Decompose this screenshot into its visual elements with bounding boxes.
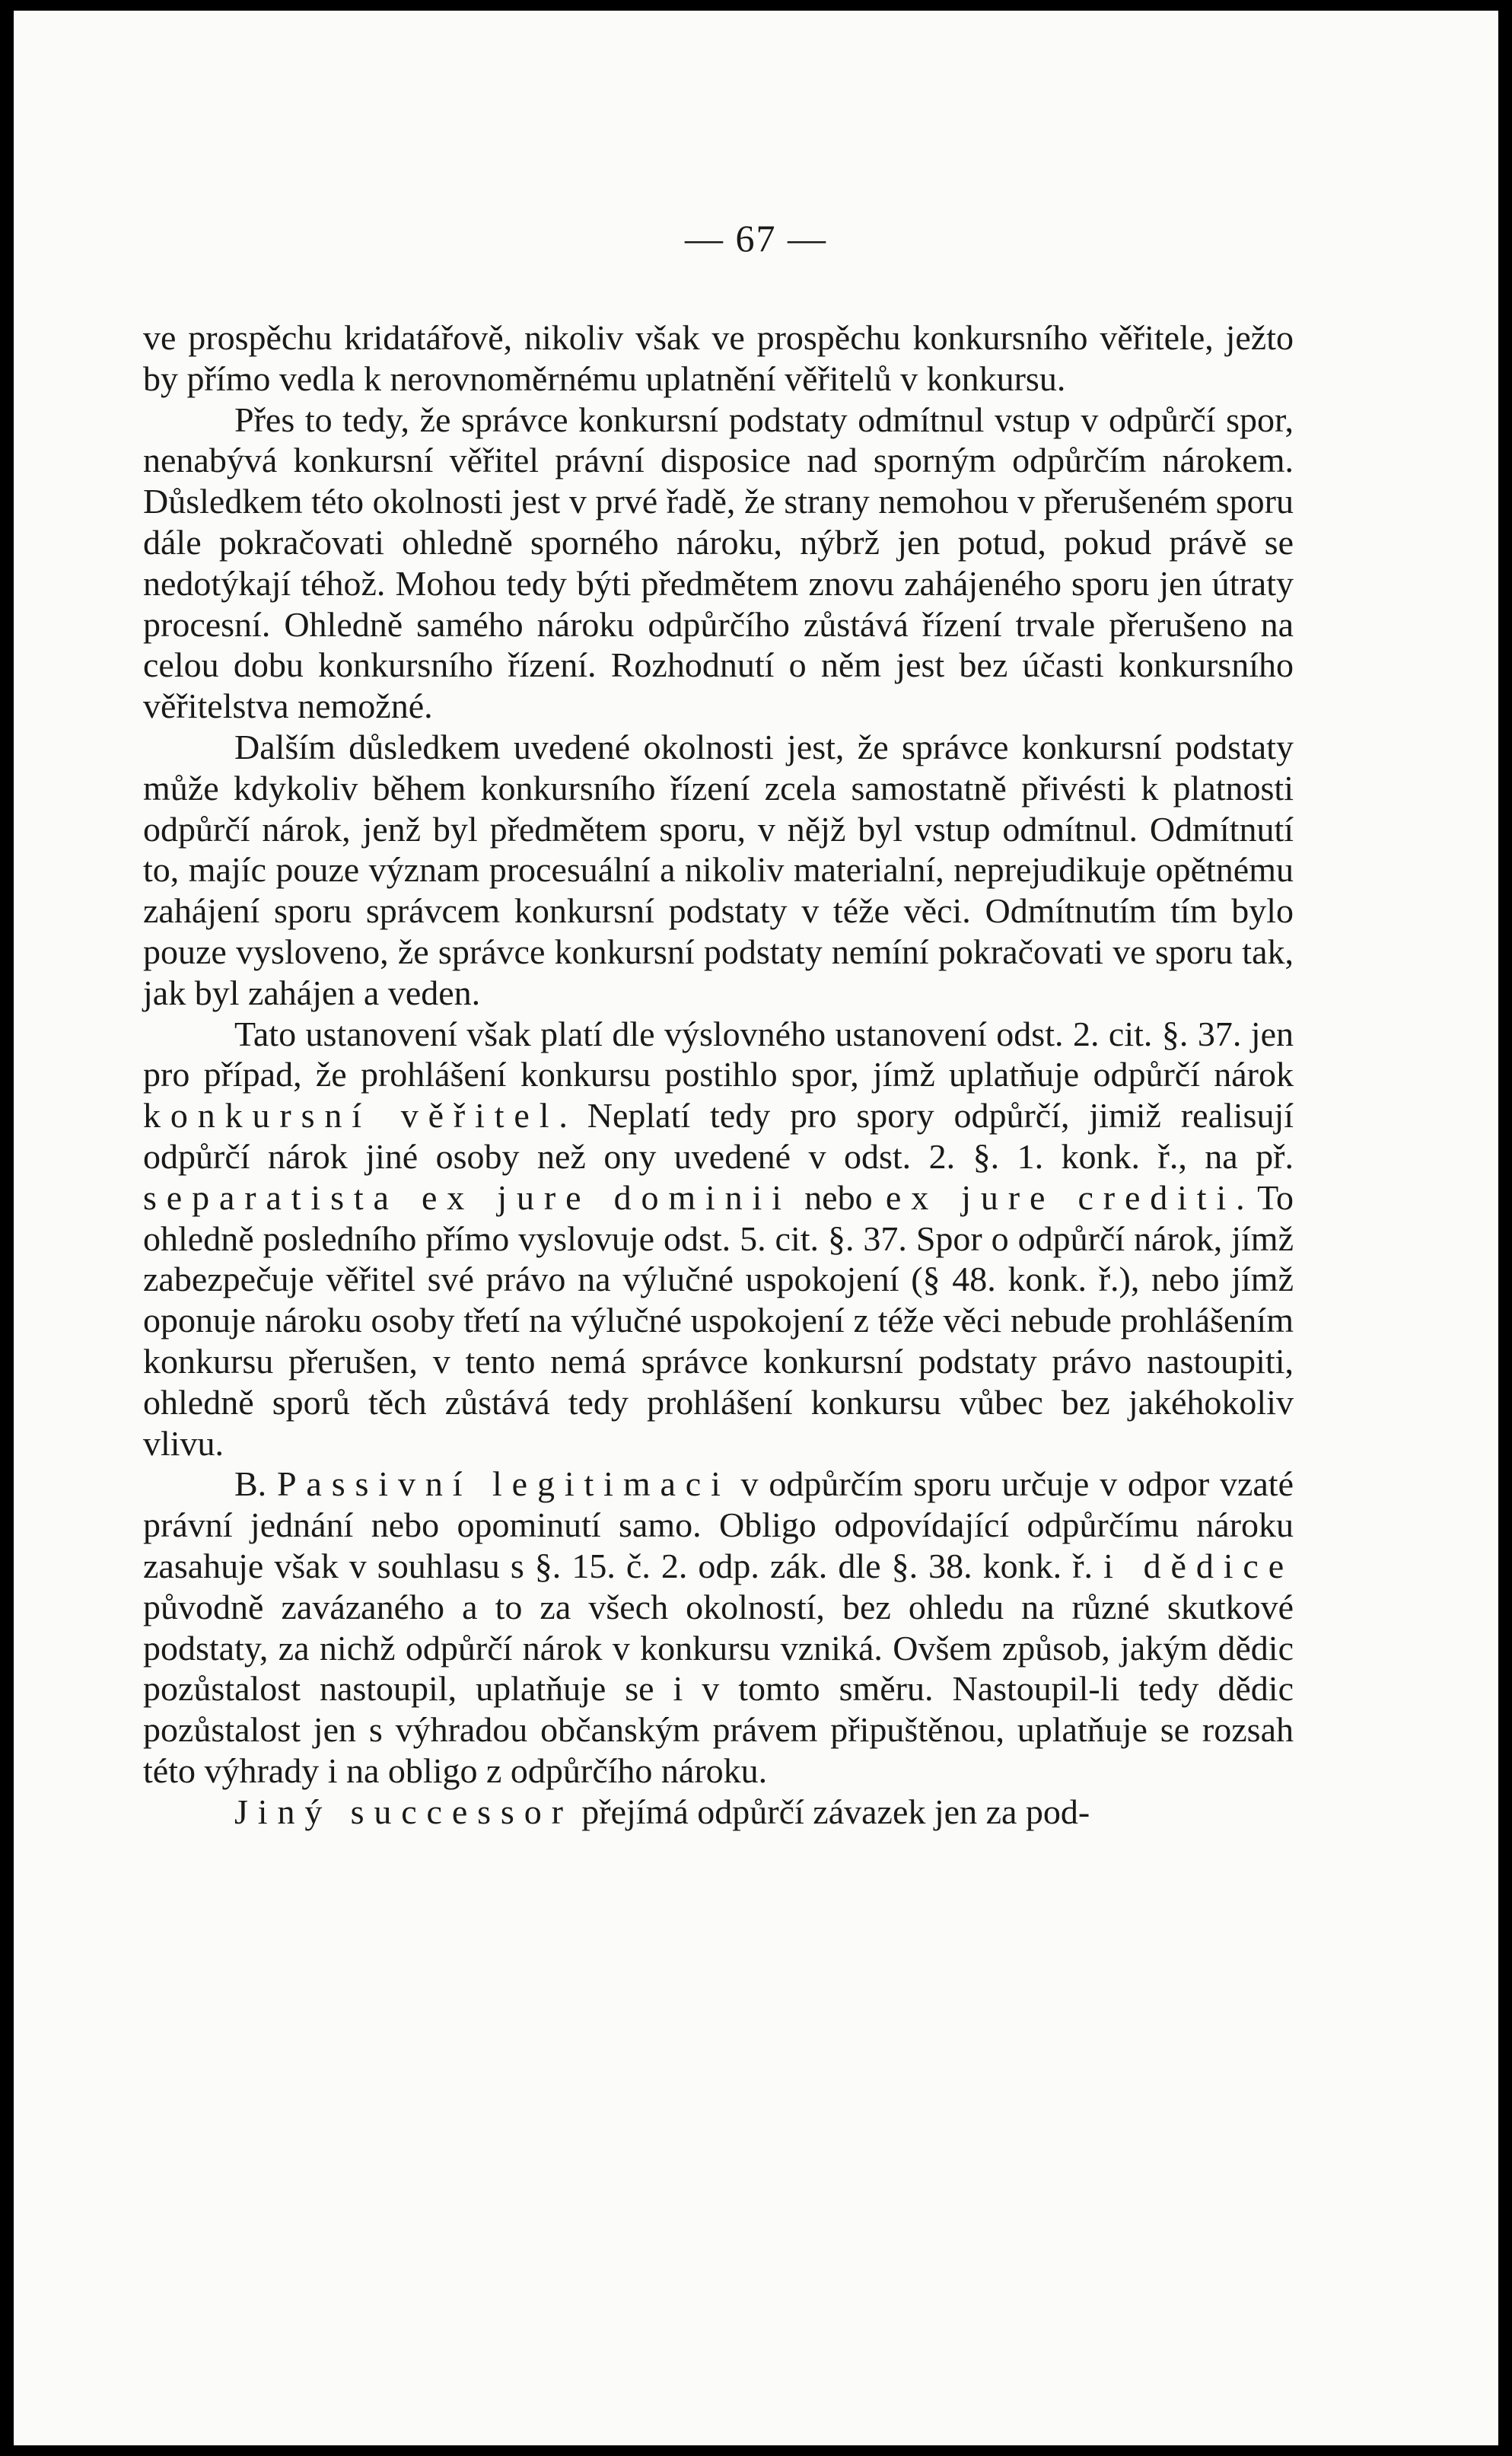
paragraph-4-segment: . Neplatí tedy pro spory odpůrčí, jimiž realisují odpůrčí nárok jiné osoby než ony uvedené v odst. 2. §. 1. konk. ř., na př. (143, 1096, 1294, 1176)
paragraph-5-segment: v odpůrčím sporu určuje v odpor vzaté právní jednání nebo opominutí samo. Obligo odpovídající odpůrčímu nároku zasahuje však v souhlasu s §. 15. č. 2. odp. zák. dle §. 38. konk. ř. (143, 1464, 1294, 1585)
paragraph-5-segment: původně zavázaného a to za všech okolností, bez ohledu na různé skutkové podstaty, za nichž odpůrčí nárok v konkursu vzniká. Ovšem způsob, jakým dědic pozůstalost nastoupil, uplatňuje se i v tomto směru. Nastoupil-li tedy dědic pozůstalost jen s výhradou občanským právem připuštěnou, uplatňuje se rozsah této výhrady i na obligo z odpůrčího nároku. (143, 1587, 1294, 1790)
page-number: — 67 — (685, 217, 827, 260)
paragraph-3: Dalším důsledkem uvedené okolnosti jest, že správce konkursní podstaty může kdykoliv během konkursního řízení zcela samostatně přivésti k platnosti odpůrčí nárok, jenž byl předmětem sporu, v nějž byl vstup odmítnul. Odmítnutí to, majíc pouze význam procesuální a nikoliv materialní, neprejudikuje opětnému zahájení sporu správcem konkursní podstaty v téže věci. Odmítnutím tím bylo pouze vysloveno, že správce konkursní podstaty nemíní pokračovati ve sporu tak, jak byl zahájen a veden. (143, 727, 1294, 1012)
paragraph-6-segment: přejímá odpůrčí závazek jen za pod- (572, 1792, 1090, 1831)
spaced-term-i-dedice: i dědice (1103, 1546, 1294, 1585)
book-page (14, 11, 1498, 2445)
spaced-term-separatista: separatista ex jure dominii (143, 1177, 791, 1217)
paragraph-4-segment: . To ohledně posledního přímo vyslovuje odst. 5. cit. §. 37. Spor o odpůrčí nárok, jímž zabezpečuje věřitel své právo na výlučné uspokojení (§ 48. konk. ř.), nebo jímž oponuje nároku osoby třetí na výlučné uspokojení z téže věci nebude prohlášením konkursu přerušen, v tento nemá správce konkursní podstaty právo nastoupiti, ohledně sporů těch zůstává tedy prohlášení konkursu vůbec bez jakéhokoliv vlivu. (143, 1177, 1294, 1463)
paragraph-4 (143, 1014, 1294, 1464)
paragraph-1: ve prospěchu kridatářově, nikoliv však ve prospěchu konkursního věřitele, ježto by přímo vedla k nerovnoměrnému uplatnění věřitelů v konkursu. (143, 318, 1294, 398)
paragraph-6 (143, 1792, 1294, 1833)
paragraph-4-segment: Tato ustanovení však platí dle výslovného ustanovení odst. 2. cit. §. 37. jen pro případ, že prohlášení konkursu postihlo spor, jímž uplatňuje odpůrčí nárok (143, 1014, 1294, 1094)
spaced-term-konkursni-veritel: konkursní věřitel (143, 1096, 559, 1136)
paragraph-2: Přes to tedy, že správce konkursní podstaty odmítnul vstup v odpůrčí spor, nenabývá konkursní věřitel právní disposice nad sporným odpůrčím nárokem. Důsledkem této okolnosti jest v prvé řadě, že strany nemohou v přerušeném sporu dále pokračovati ohledně sporného nároku, nýbrž jen potud, pokud právě se nedotýkají téhož. Mohou tedy býti předmětem znovu zahájeného sporu jen útraty procesní. Ohledně samého nároku odpůrčího zůstává řízení trvale přerušeno na celou dobu konkursního řízení. Rozhodnutí o něm jest bez účasti konkursního věřitelstva nemožné. (143, 400, 1294, 726)
paragraph-4-segment: nebo (791, 1177, 886, 1217)
paragraph-5 (143, 1464, 1294, 1791)
body-text (143, 317, 1294, 1832)
paragraph-5-segment: B. (234, 1464, 277, 1504)
spaced-term-jiny-successor: Jiný successor (234, 1792, 573, 1831)
spaced-term-passivni-legitimaci: Passivní legitimaci (276, 1464, 731, 1504)
spaced-term-ex-jure-crediti: ex jure crediti (885, 1177, 1237, 1217)
